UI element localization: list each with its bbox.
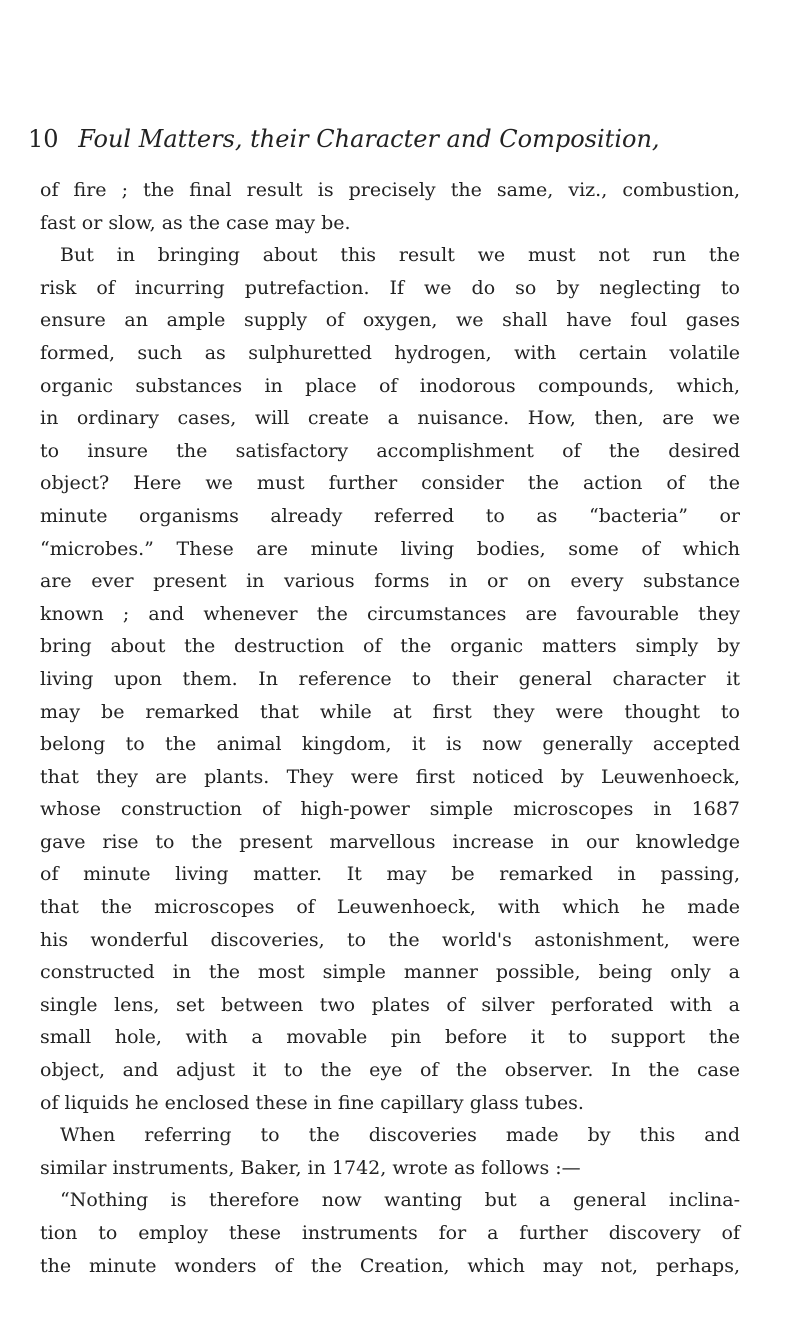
text-line: But in bringing about this result we must not run the [60, 244, 740, 267]
text-line: “Nothing is therefore now wanting but a general inclina- [60, 1189, 740, 1212]
page-number: 10 [28, 125, 59, 153]
text-line: object? Here we must further consider the action of the [40, 472, 740, 495]
text-line: of liquids he enclosed these in fine capillary glass tubes. [40, 1091, 584, 1114]
text-line: organic substances in place of inodorous compounds, which, [40, 374, 740, 397]
text-line: single lens, set between two plates of silver perforated with a [40, 993, 740, 1016]
text-line: ensure an ample supply of oxygen, we shall have foul gases [40, 309, 740, 332]
text-line: the minute wonders of the Creation, which may not, perhaps, [40, 1254, 740, 1277]
text-line: similar instruments, Baker, in 1742, wrote as follows :— [40, 1156, 581, 1179]
text-line: When referring to the discoveries made by this and [60, 1124, 740, 1147]
text-line: minute organisms already referred to as “bacteria” or [40, 504, 740, 527]
text-line: fast or slow, as the case may be. [40, 211, 351, 234]
running-head [28, 124, 748, 154]
text-line: “microbes.” These are minute living bodies, some of which [40, 537, 740, 560]
text-line: may be remarked that while at first they were thought to [40, 700, 740, 723]
text-line: to insure the satisfactory accomplishment of the desired [40, 439, 740, 462]
text-line: of fire ; the final result is precisely the same, viz., combustion, [40, 179, 740, 201]
text-line: are ever present in various forms in or on every substance [40, 570, 740, 593]
text-line: of minute living matter. It may be remarked in passing, [40, 863, 740, 886]
text-line: that they are plants. They were first noticed by Leuwenhoeck, [40, 765, 740, 788]
text-line: whose construction of high-power simple microscopes in 1687 [40, 798, 740, 821]
text-line: formed, such as sulphuretted hydrogen, with certain volatile [40, 341, 740, 364]
text-line: in ordinary cases, will create a nuisance. How, then, are we [40, 407, 740, 430]
text-line: bring about the destruction of the organic matters simply by [40, 635, 740, 658]
text-line: belong to the animal kingdom, it is now generally accepted [40, 733, 740, 756]
text-line: known ; and whenever the circumstances are favourable they [40, 602, 740, 625]
text-line: living upon them. In reference to their general character it [40, 667, 740, 690]
text-line: gave rise to the present marvellous increase in our knowledge [40, 830, 740, 853]
text-line: that the microscopes of Leuwenhoeck, with which he made [40, 896, 740, 919]
text-line: object, and adjust it to the eye of the observer. In the case [40, 1059, 740, 1082]
text-line: risk of incurring putrefaction. If we do so by neglecting to [40, 276, 740, 299]
text-line: constructed in the most simple manner possible, being only a [40, 961, 740, 984]
text-line: his wonderful discoveries, to the world's astonishment, were [40, 928, 740, 951]
text-line: small hole, with a movable pin before it to support the [40, 1026, 740, 1049]
running-title: Foul Matters, their Character and Composition, [78, 125, 660, 153]
text-line: tion to employ these instruments for a further discovery of [40, 1222, 740, 1244]
body-text [40, 174, 740, 1282]
